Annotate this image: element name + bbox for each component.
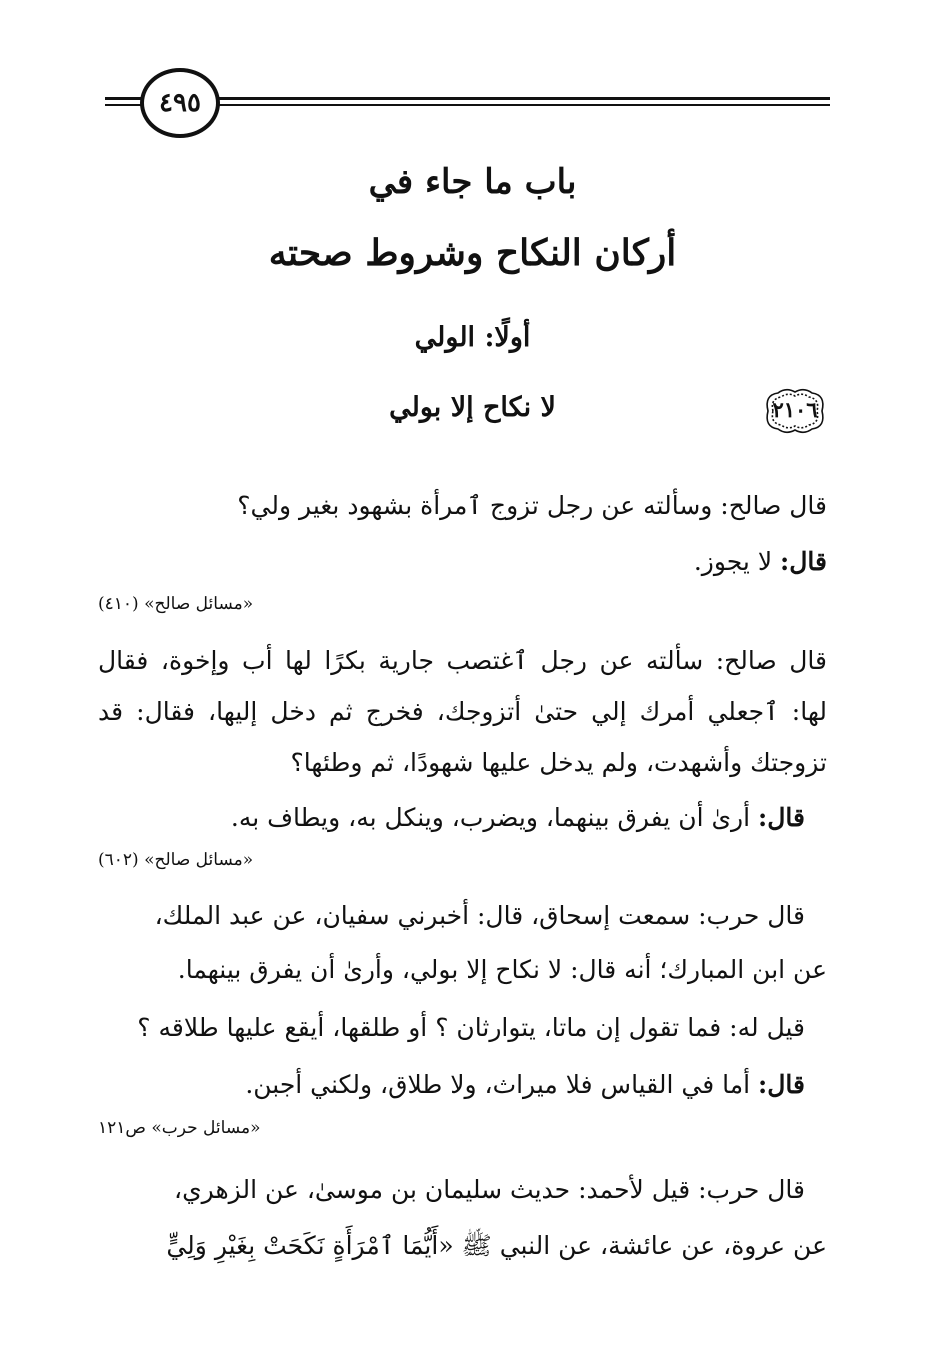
text-line: قيل له: فما تقول إن ماتا، يتوارثان ؟ أو طلقها، أيقع عليها طلاقه ؟	[137, 1013, 805, 1042]
text-line: قال حرب: قيل لأحمد: حديث سليمان بن موسىٰ، عن الزهري،	[174, 1175, 805, 1204]
text-line: عن ابن المبارك؛ أنه قال: لا نكاح إلا بولي، وأرىٰ أن يفرق بينهما.	[177, 955, 827, 984]
source-citation: «مسائل صالح» (٦٠٢)	[98, 850, 254, 870]
text-line: قال: لا يجوز.	[693, 547, 827, 576]
page-number: ٤٩٥	[140, 68, 220, 138]
text-line: عن عروة، عن عائشة، عن النبي ﷺ «أَيُّمَا ٱمْرَأَةٍ نَكَحَتْ بِغَيْرِ وَلِيٍّ	[166, 1231, 827, 1260]
speaker-label: قال:	[758, 803, 805, 832]
text-line: قال: أرىٰ أن يفرق بينهما، ويضرب، وينكل به، ويطاف به.	[230, 803, 805, 832]
text-line: قال صالح: وسألته عن رجل تزوج ٱمرأة بشهود بغير ولي؟	[237, 491, 827, 520]
issue-number: ٢١٠٦	[772, 397, 818, 422]
chapter-title-line1: باب ما جاء في	[368, 162, 577, 202]
text-line: لها: ٱجعلي أمرك إلي حتىٰ أتزوجك، فخرج ثم دخل إليها، فقال: قد	[98, 697, 827, 726]
speaker-label: قال:	[780, 547, 827, 576]
text-line: قال حرب: سمعت إسحاق، قال: أخبرني سفيان، عن عبد الملك،	[154, 901, 805, 930]
text-line: تزوجتك وأشهدت، ولم يدخل عليها شهودًا، ثم وطئها؟	[290, 748, 827, 777]
chapter-title-line2: أركان النكاح وشروط صحته	[268, 232, 677, 274]
section-heading: أولًا: الولي	[414, 322, 531, 353]
text-line: قال: أما في القياس فلا ميراث، ولا طلاق، ولكني أجبن.	[245, 1070, 805, 1099]
issue-number-badge	[758, 385, 832, 437]
speaker-label: قال:	[758, 1070, 805, 1099]
source-citation: «مسائل صالح» (٤١٠)	[98, 594, 254, 614]
text-line: قال صالح: سألته عن رجل ٱغتصب جارية بكرًا لها أب وإخوة، فقال	[98, 646, 827, 675]
source-citation: «مسائل حرب» ص١٢١	[98, 1118, 261, 1138]
issue-title: لا نكاح إلا بولي	[389, 392, 556, 423]
